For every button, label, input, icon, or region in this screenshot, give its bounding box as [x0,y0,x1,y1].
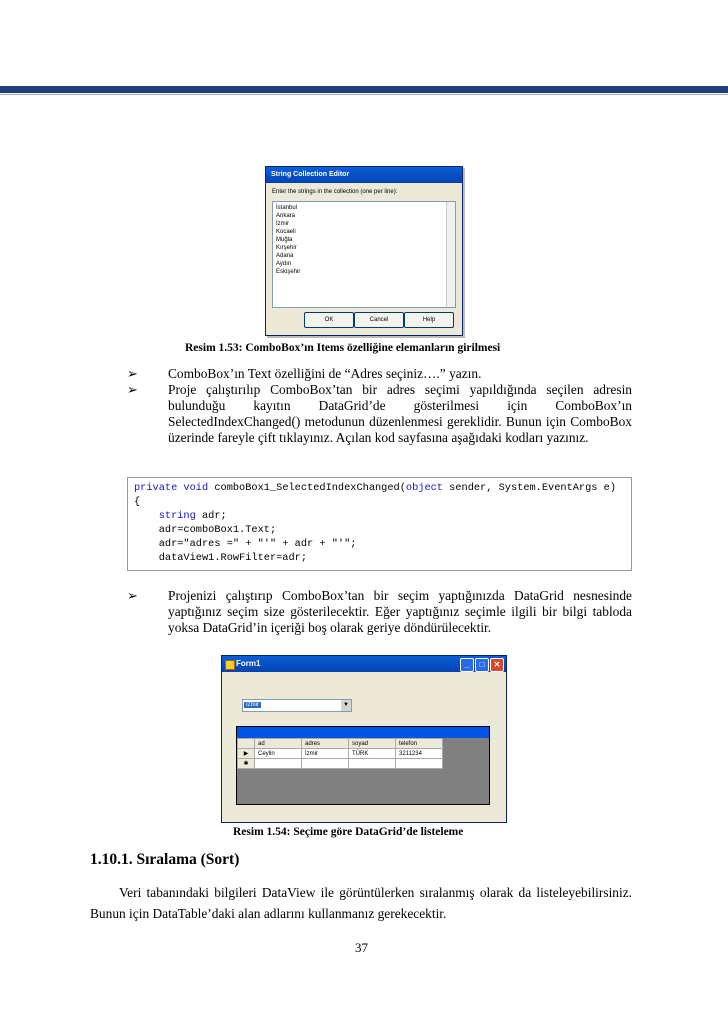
bullet-text-3: Projenizi çalıştırıp ComboBox’tan bir seçim yaptığınızda DataGrid nesnesinde yaptığınız seçim size gösterilecektir. Eğer yaptığınız seçimle ilgili bir bilgi tabloda yoksa DataGrid’in içeriği boş olarak geriye döndürülecektir. [168,588,632,635]
table-cell[interactable]: 3211234 [396,749,443,759]
list-item: İzmir [276,221,289,227]
list-item: Kırşehir [276,245,297,251]
vertical-scrollbar[interactable] [446,202,455,307]
table-cell[interactable]: Ceylin [255,749,302,759]
list-item: İstanbul [276,205,298,211]
datagrid-caption [237,727,489,738]
column-header[interactable]: adres [302,739,349,749]
bullet-text-1: ComboBox’ın Text özelliğini de “Adres seçiniz….” yazın. [168,366,482,381]
list-item: Muğla [276,237,293,243]
close-icon[interactable]: ✕ [490,658,504,672]
column-header[interactable]: ad [255,739,302,749]
datagrid-table [237,738,443,769]
list-item: Ankara [276,213,296,219]
bullet-arrow-icon: ➢ [127,366,138,381]
bullet-text-2: Proje çalıştırılıp ComboBox’tan bir adres seçimi yapıldığında seçilen adresin bulunduğu kayıtın DataGrid’de gösterilmesi için ComboBox’ın SelectedIndexChanged() metodunun düzenlenmesi gereklidir. Bunun için ComboBox üzerinde fareyle çift tıklayınız. Açılan kod sayfasına aşağıdaki kodları yazınız. [168,382,632,445]
strings-textarea[interactable] [272,201,456,308]
dialog-prompt: Enter the strings in the collection (one per line): [272,189,398,195]
datagrid[interactable] [236,726,490,805]
ok-button[interactable]: OK [304,312,354,328]
form-title: Form1 [236,659,261,668]
figure-caption-1: Resim 1.53: ComboBox’ın Items özelliğine elemanların girilmesi [185,342,501,354]
combo-selected-value: İzmir [246,702,259,708]
header-rule-thin [0,94,728,95]
section-heading: 1.10.1. Sıralama (Sort) [90,851,240,868]
page-number: 37 [355,940,368,955]
body-paragraph: Veri tabanındaki bilgileri DataView ile görüntülerken sıralanmış olarak da listeleyebilirsiniz. Bunun için DataTable’daki alan adlarını kullanmanız gerekecektir. [90,885,632,921]
bullet-arrow-icon: ➢ [127,382,138,397]
form-app-icon [225,660,235,670]
table-cell[interactable]: TÜRK [349,749,396,759]
list-item: Eskişehir [276,269,301,275]
address-combobox[interactable] [242,699,352,712]
dialog-title: String Collection Editor [266,167,462,183]
table-row-new[interactable] [238,759,443,769]
help-button[interactable]: Help [404,312,454,328]
table-cell[interactable]: İzmir [302,749,349,759]
string-collection-editor-dialog [265,166,463,336]
header-rule [0,86,728,93]
figure-caption-2: Resim 1.54: Seçime göre DataGrid’de listeleme [233,826,464,838]
maximize-icon[interactable]: □ [475,658,489,672]
list-item: Adana [276,253,294,259]
minimize-icon[interactable]: _ [460,658,474,672]
column-header[interactable]: telefon [396,739,443,749]
cancel-button[interactable]: Cancel [354,312,404,328]
new-row-icon: ✱ [238,759,255,769]
list-item: Aydın [276,261,292,267]
code-block: private void comboBox1_SelectedIndexChanged(object sender, System.EventArgs e) { string adr; adr=comboBox1.Text; adr="adres =" + "'" + adr + "'"; dataView1.RowFilter=adr; [127,477,632,571]
row-pointer-icon: ▶ [238,749,255,759]
bullet-arrow-icon: ➢ [127,588,138,603]
chevron-down-icon[interactable]: ▼ [341,700,351,711]
column-header[interactable]: soyad [349,739,396,749]
table-row[interactable] [238,749,443,759]
form-title-bar [222,656,506,672]
form1-window [221,655,507,823]
list-item: Kocaeli [276,229,296,235]
